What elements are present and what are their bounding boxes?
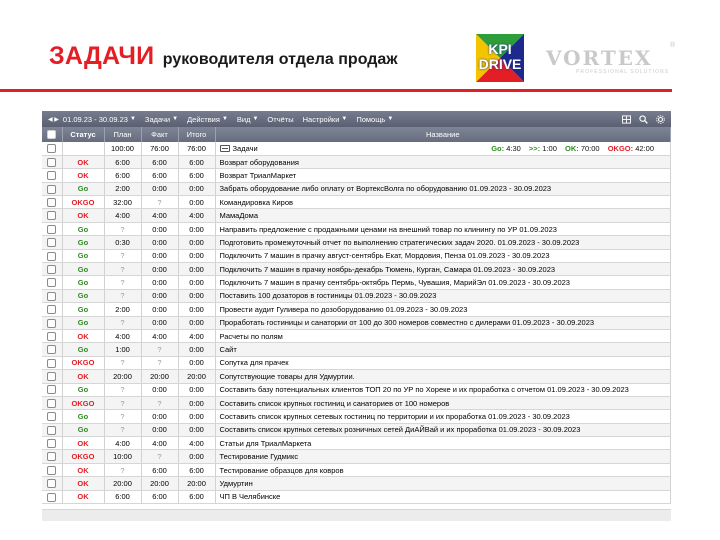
status-badge[interactable]: OKGO — [62, 450, 104, 463]
total-cell: 0:00 — [178, 343, 215, 356]
checkbox-icon[interactable] — [47, 493, 56, 502]
row-checkbox-cell[interactable] — [42, 196, 62, 209]
plan-cell: 6:00 — [104, 490, 141, 503]
table-row[interactable] — [42, 396, 671, 409]
fact-cell: 20:00 — [141, 477, 178, 490]
total-cell: 0:00 — [178, 196, 215, 209]
task-name-cell[interactable]: Возврат оборудования — [215, 155, 671, 168]
task-name-cell[interactable]: Тестирование Гудмикс — [215, 450, 671, 463]
row-checkbox-cell[interactable] — [42, 222, 62, 235]
row-checkbox-cell[interactable] — [42, 463, 62, 476]
row-checkbox-cell[interactable] — [42, 316, 62, 329]
total-row — [42, 142, 671, 155]
total-cell: 0:00 — [178, 410, 215, 423]
total-cell: 0:00 — [178, 236, 215, 249]
task-name-cell[interactable]: Составить список крупных гостиниц и санаториев от 100 номеров — [215, 396, 671, 409]
total-cell: 6:00 — [178, 490, 215, 503]
table-row[interactable] — [42, 410, 671, 423]
row-checkbox-cell[interactable] — [42, 450, 62, 463]
summary-go-value: 4:30 — [506, 143, 521, 153]
table-row[interactable] — [42, 182, 671, 195]
menu-help[interactable] — [356, 115, 393, 124]
fact-cell: 0:00 — [141, 423, 178, 436]
status-badge[interactable]: Go — [62, 276, 104, 289]
header-select-all[interactable] — [42, 127, 62, 142]
row-checkbox-cell[interactable] — [42, 276, 62, 289]
fact-cell: 0:00 — [141, 316, 178, 329]
fact-cell: 0:00 — [141, 249, 178, 262]
summary-go-label: Go: — [491, 143, 505, 153]
total-row-status — [62, 142, 104, 155]
table-row[interactable] — [42, 209, 671, 222]
task-name-cell[interactable]: МамаДома — [215, 209, 671, 222]
checkbox-icon[interactable] — [47, 452, 56, 461]
checkbox-icon[interactable] — [47, 185, 56, 194]
checkbox-icon[interactable] — [47, 439, 56, 448]
plan-cell: 6:00 — [104, 169, 141, 182]
plan-cell: 10:00 — [104, 450, 141, 463]
chevron-down-icon: ▼ — [221, 116, 228, 122]
plan-cell: 0:30 — [104, 236, 141, 249]
vortex-logo-name: VORTEX — [546, 46, 653, 70]
table-row[interactable] — [42, 329, 671, 342]
plan-cell: ? — [104, 249, 141, 262]
total-cell: 0:00 — [178, 316, 215, 329]
menu-view[interactable] — [237, 115, 259, 124]
fact-cell: ? — [141, 450, 178, 463]
plan-cell: 20:00 — [104, 370, 141, 383]
checkbox-icon[interactable] — [47, 372, 56, 381]
header-plan[interactable]: План — [104, 127, 141, 142]
plan-cell: 1:00 — [104, 343, 141, 356]
menu-tasks-label: Задачи — [144, 114, 171, 124]
total-row-checkbox-cell[interactable] — [42, 142, 62, 155]
row-checkbox-cell[interactable] — [42, 263, 62, 276]
task-name-cell[interactable]: Составить список крупных сетевых розничных сетей ДиАЙВай и их проработка 01.09.2023 - 30.09.2023 — [215, 423, 671, 436]
plan-cell: ? — [104, 423, 141, 436]
plan-cell: ? — [104, 289, 141, 302]
plan-cell: 2:00 — [104, 303, 141, 316]
table-row[interactable] — [42, 490, 671, 503]
checkbox-icon[interactable] — [47, 198, 56, 207]
row-checkbox-cell[interactable] — [42, 490, 62, 503]
checkbox-icon[interactable] — [47, 130, 56, 139]
checkbox-icon[interactable] — [47, 211, 56, 220]
checkbox-icon[interactable] — [47, 265, 56, 274]
status-badge[interactable]: OK — [62, 437, 104, 450]
status-badge[interactable]: Go — [62, 182, 104, 195]
table-row[interactable] — [42, 155, 671, 168]
header-total[interactable]: Итого — [178, 127, 215, 142]
menu-actions-label: Действия — [187, 114, 220, 124]
plan-cell: 32:00 — [104, 196, 141, 209]
menu-view-label: Вид — [236, 114, 251, 124]
total-row-label[interactable]: Задачи — [232, 144, 258, 154]
checkbox-icon[interactable] — [47, 252, 56, 261]
checkbox-icon[interactable] — [47, 399, 56, 408]
total-cell: 0:00 — [178, 356, 215, 369]
chevron-down-icon: ▼ — [129, 116, 136, 122]
task-name-cell[interactable]: Статьи для ТриалМаркета — [215, 437, 671, 450]
table-header — [42, 127, 671, 142]
fact-cell: 0:00 — [141, 263, 178, 276]
toolbar-arrows-icon[interactable]: ◀ ▶ — [48, 116, 59, 123]
plan-cell: ? — [104, 463, 141, 476]
task-name-cell[interactable]: ЧП В Челябинске — [215, 490, 671, 503]
status-badge[interactable]: OKGO — [62, 356, 104, 369]
fact-cell: 0:00 — [141, 222, 178, 235]
fact-cell: 4:00 — [141, 209, 178, 222]
status-badge[interactable]: OKGO — [62, 196, 104, 209]
status-badge[interactable]: Go — [62, 222, 104, 235]
row-checkbox-cell[interactable] — [42, 383, 62, 396]
total-cell: 20:00 — [178, 370, 215, 383]
summary-ok-value: 70:00 — [580, 143, 600, 153]
plan-cell: 2:00 — [104, 182, 141, 195]
row-checkbox-cell[interactable] — [42, 329, 62, 342]
checkbox-icon[interactable] — [47, 345, 56, 354]
table-row[interactable] — [42, 463, 671, 476]
fact-cell: 0:00 — [141, 303, 178, 316]
table-row[interactable] — [42, 169, 671, 182]
total-cell: 0:00 — [178, 383, 215, 396]
status-badge[interactable]: OK — [62, 155, 104, 168]
plan-cell: 4:00 — [104, 329, 141, 342]
table-row[interactable] — [42, 450, 671, 463]
task-name-cell[interactable]: Поставить 100 дозаторов в гостиницы 01.09.2023 - 30.09.2023 — [215, 289, 671, 302]
slide-title-main: ЗАДАЧИ — [49, 42, 155, 70]
table-row[interactable] — [42, 343, 671, 356]
total-cell: 0:00 — [178, 222, 215, 235]
kpi-drive-logo — [476, 34, 524, 82]
total-cell: 4:00 — [178, 209, 215, 222]
fact-cell: 0:00 — [141, 236, 178, 249]
table-row[interactable] — [42, 236, 671, 249]
summary-inprogress-label: >>: — [528, 143, 541, 153]
total-row-total: 76:00 — [178, 142, 215, 155]
checkbox-icon[interactable] — [47, 238, 56, 247]
menu-reports[interactable] — [267, 115, 293, 124]
checkbox-icon[interactable] — [47, 305, 56, 314]
plan-cell: ? — [104, 263, 141, 276]
row-checkbox-cell[interactable] — [42, 396, 62, 409]
summary-okgo-value: 42:00 — [635, 143, 654, 153]
total-cell: 0:00 — [178, 396, 215, 409]
fact-cell: 6:00 — [141, 155, 178, 168]
total-cell: 6:00 — [178, 155, 215, 168]
title-divider — [0, 89, 672, 92]
fact-cell: 0:00 — [141, 276, 178, 289]
row-checkbox-cell[interactable] — [42, 155, 62, 168]
table-row[interactable] — [42, 263, 671, 276]
table-row[interactable] — [42, 356, 671, 369]
logo-kpi-text: KPI — [488, 41, 512, 57]
total-cell: 4:00 — [178, 437, 215, 450]
total-cell: 20:00 — [178, 477, 215, 490]
fact-cell: 4:00 — [141, 329, 178, 342]
status-badge[interactable]: OK — [62, 463, 104, 476]
slide-title — [49, 42, 398, 71]
table-footer — [42, 509, 671, 521]
plan-cell: 6:00 — [104, 155, 141, 168]
status-badge[interactable]: Go — [62, 236, 104, 249]
total-cell: 0:00 — [178, 263, 215, 276]
status-badge[interactable]: Go — [62, 303, 104, 316]
logo-drive-text: DRIVE — [478, 56, 522, 72]
task-name-cell[interactable]: Проработать гостиницы и санатории от 100 до 300 номеров совместно с дилерами 01.09.2023 - 30.09.2023 — [215, 316, 671, 329]
row-checkbox-cell[interactable] — [42, 477, 62, 490]
plan-cell: ? — [104, 356, 141, 369]
fact-cell: ? — [141, 196, 178, 209]
fact-cell: 0:00 — [141, 383, 178, 396]
status-badge[interactable]: Go — [62, 410, 104, 423]
total-cell: 6:00 — [178, 169, 215, 182]
table-row[interactable] — [42, 289, 671, 302]
status-badge[interactable]: Go — [62, 383, 104, 396]
status-badge[interactable]: OK — [62, 490, 104, 503]
task-name-cell[interactable]: Направить предложение с продажными ценами на внешний товар по клинингу по УР 01.09.2023 — [215, 222, 671, 235]
vortex-logo — [546, 42, 676, 75]
status-badge[interactable]: OK — [62, 209, 104, 222]
plan-cell: ? — [104, 410, 141, 423]
row-checkbox-cell[interactable] — [42, 356, 62, 369]
task-name-cell[interactable]: Провести аудит Гуливера по дозоборудованию 01.09.2023 - 30.09.2023 — [215, 303, 671, 316]
fact-cell: 0:00 — [141, 289, 178, 302]
total-cell: 0:00 — [178, 303, 215, 316]
folder-icon[interactable] — [220, 145, 230, 152]
header-name[interactable]: Название — [215, 127, 671, 142]
task-name-cell[interactable]: Составить список крупных сетевых гостиниц по территории и их проработка 01.09.2023 - 30.09.2023 — [215, 410, 671, 423]
checkbox-icon[interactable] — [47, 158, 56, 167]
row-checkbox-cell[interactable] — [42, 303, 62, 316]
task-name-cell[interactable]: Подключить 7 машин в прачку сентябрь-октябрь Пермь, Чувашия, МарийЭл 01.09.2023 - 30.09.2023 — [215, 276, 671, 289]
task-name-cell[interactable]: Подготовить промежуточный отчет по выполнению стратегических задач 2020. 01.09.2023 - 30.09.2023 — [215, 236, 671, 249]
vortex-logo-subtitle: PROFESSIONAL SOLUTIONS — [576, 69, 670, 75]
slide-title-sub: руководителя отдела продаж — [162, 51, 398, 68]
table-row[interactable] — [42, 423, 671, 436]
task-app-window — [42, 111, 671, 521]
plan-cell: ? — [104, 222, 141, 235]
task-name-cell[interactable]: Возврат ТриалМаркет — [215, 169, 671, 182]
summary-okgo-label: OKGO: — [607, 143, 634, 153]
status-badge[interactable]: Go — [62, 316, 104, 329]
task-name-cell[interactable]: Сопутка для прачек — [215, 356, 671, 369]
task-name-cell[interactable]: Подключить 7 машин в прачку ноябрь-декабрь Тюмень, Курган, Самара 01.09.2023 - 30.09.2023 — [215, 263, 671, 276]
chevron-down-icon: ▼ — [387, 116, 394, 122]
period-label: 01.09.23 - 30.09.23 — [62, 114, 128, 124]
table-row[interactable] — [42, 477, 671, 490]
total-cell: 6:00 — [178, 463, 215, 476]
status-badge[interactable]: OKGO — [62, 396, 104, 409]
settings-icon[interactable] — [656, 115, 665, 124]
fact-cell: ? — [141, 343, 178, 356]
row-checkbox-cell[interactable] — [42, 343, 62, 356]
row-checkbox-cell[interactable] — [42, 249, 62, 262]
fact-cell: ? — [141, 356, 178, 369]
table-row[interactable] — [42, 370, 671, 383]
period-selector[interactable] — [48, 115, 136, 124]
total-cell: 0:00 — [178, 289, 215, 302]
fact-cell: ? — [141, 396, 178, 409]
header-fact[interactable]: Факт — [141, 127, 178, 142]
task-name-cell[interactable]: Сопутствующие товары для Удмуртии. — [215, 370, 671, 383]
status-badge[interactable]: OK — [62, 477, 104, 490]
grid-icon[interactable] — [622, 115, 631, 124]
task-name-cell[interactable]: Расчеты по полям — [215, 329, 671, 342]
row-checkbox-cell[interactable] — [42, 289, 62, 302]
fact-cell: 6:00 — [141, 169, 178, 182]
row-checkbox-cell[interactable] — [42, 437, 62, 450]
toolbar — [42, 111, 671, 127]
status-badge[interactable]: Go — [62, 423, 104, 436]
task-name-cell[interactable]: Тестирование образцов для ковров — [215, 463, 671, 476]
task-name-cell[interactable]: Составить базу потенциальных клиентов ТОП 20 по УР по Хореке и их проработка с отчетом 01.09.2023 - 30.09.2023 — [215, 383, 671, 396]
checkbox-icon[interactable] — [47, 385, 56, 394]
plan-cell: ? — [104, 383, 141, 396]
menu-help-label: Помощь — [356, 114, 386, 124]
checkbox-icon[interactable] — [47, 278, 56, 287]
menu-tasks[interactable] — [145, 115, 178, 124]
checkbox-icon[interactable] — [47, 171, 56, 180]
plan-cell: 20:00 — [104, 477, 141, 490]
checkbox-icon[interactable] — [47, 292, 56, 301]
checkbox-icon[interactable] — [47, 225, 56, 234]
plan-cell: 4:00 — [104, 209, 141, 222]
plan-cell: 4:00 — [104, 437, 141, 450]
status-badge[interactable]: OK — [62, 370, 104, 383]
menu-actions[interactable] — [187, 115, 228, 124]
status-badge[interactable]: Go — [62, 343, 104, 356]
vortex-logo-registered: ® — [670, 42, 676, 49]
fact-cell: 20:00 — [141, 370, 178, 383]
total-row-plan: 100:00 — [104, 142, 141, 155]
chevron-down-icon: ▼ — [341, 116, 348, 122]
task-name-cell[interactable]: Сайт — [215, 343, 671, 356]
status-badge[interactable]: Go — [62, 289, 104, 302]
total-cell: 0:00 — [178, 450, 215, 463]
total-row-name-cell — [215, 142, 671, 155]
checkbox-icon[interactable] — [47, 144, 56, 153]
total-row-fact: 76:00 — [141, 142, 178, 155]
checkbox-icon[interactable] — [47, 319, 56, 328]
checkbox-icon[interactable] — [47, 359, 56, 368]
task-name-cell[interactable]: Забрать оборудование либо оплату от ВортексВолга по оборудованию 01.09.2023 - 30.09.2023 — [215, 182, 671, 195]
table-row[interactable] — [42, 316, 671, 329]
row-checkbox-cell[interactable] — [42, 236, 62, 249]
task-name-cell[interactable]: Удмуртин — [215, 477, 671, 490]
total-cell: 0:00 — [178, 276, 215, 289]
task-name-cell[interactable]: Подключить 7 машин в прачку август-сентябрь Екат, Мордовия, Пенза 01.09.2023 - 30.09.2023 — [215, 249, 671, 262]
kpi-drive-logo-text — [476, 42, 524, 72]
toolbar-right-icons — [622, 111, 665, 127]
row-checkbox-cell[interactable] — [42, 410, 62, 423]
checkbox-icon[interactable] — [47, 479, 56, 488]
fact-cell: 0:00 — [141, 410, 178, 423]
table-row[interactable] — [42, 276, 671, 289]
total-cell: 0:00 — [178, 249, 215, 262]
chevron-down-icon: ▼ — [172, 116, 179, 122]
plan-cell: ? — [104, 276, 141, 289]
task-name-cell[interactable]: Командировка Киров — [215, 196, 671, 209]
status-badge[interactable]: Go — [62, 249, 104, 262]
table-row[interactable] — [42, 249, 671, 262]
menu-settings[interactable] — [303, 115, 348, 124]
status-badge[interactable]: Go — [62, 263, 104, 276]
checkbox-icon[interactable] — [47, 412, 56, 421]
status-badge[interactable]: OK — [62, 329, 104, 342]
total-cell: 0:00 — [178, 182, 215, 195]
search-icon[interactable] — [639, 115, 648, 124]
row-checkbox-cell[interactable] — [42, 209, 62, 222]
menu-reports-label: Отчёты — [267, 114, 294, 124]
total-cell: 0:00 — [178, 423, 215, 436]
checkbox-icon[interactable] — [47, 332, 56, 341]
status-badge[interactable]: OK — [62, 169, 104, 182]
row-checkbox-cell[interactable] — [42, 370, 62, 383]
table-row[interactable] — [42, 222, 671, 235]
fact-cell: 6:00 — [141, 463, 178, 476]
summary-inprogress-value: 1:00 — [542, 143, 557, 153]
total-cell: 4:00 — [178, 329, 215, 342]
task-table — [42, 127, 671, 504]
row-checkbox-cell[interactable] — [42, 182, 62, 195]
fact-cell: 4:00 — [141, 437, 178, 450]
table-row[interactable] — [42, 383, 671, 396]
table-row[interactable] — [42, 437, 671, 450]
table-row[interactable] — [42, 303, 671, 316]
summary-ok-label: OK: — [564, 143, 579, 153]
status-summary — [491, 144, 660, 153]
checkbox-icon[interactable] — [47, 466, 56, 475]
plan-cell: ? — [104, 396, 141, 409]
menu-settings-label: Настройки — [302, 114, 340, 124]
fact-cell: 6:00 — [141, 490, 178, 503]
header-status[interactable]: Статус — [62, 127, 104, 142]
checkbox-icon[interactable] — [47, 426, 56, 435]
table-row[interactable] — [42, 196, 671, 209]
fact-cell: 0:00 — [141, 182, 178, 195]
chevron-down-icon: ▼ — [252, 116, 259, 122]
plan-cell: ? — [104, 316, 141, 329]
row-checkbox-cell[interactable] — [42, 169, 62, 182]
row-checkbox-cell[interactable] — [42, 423, 62, 436]
